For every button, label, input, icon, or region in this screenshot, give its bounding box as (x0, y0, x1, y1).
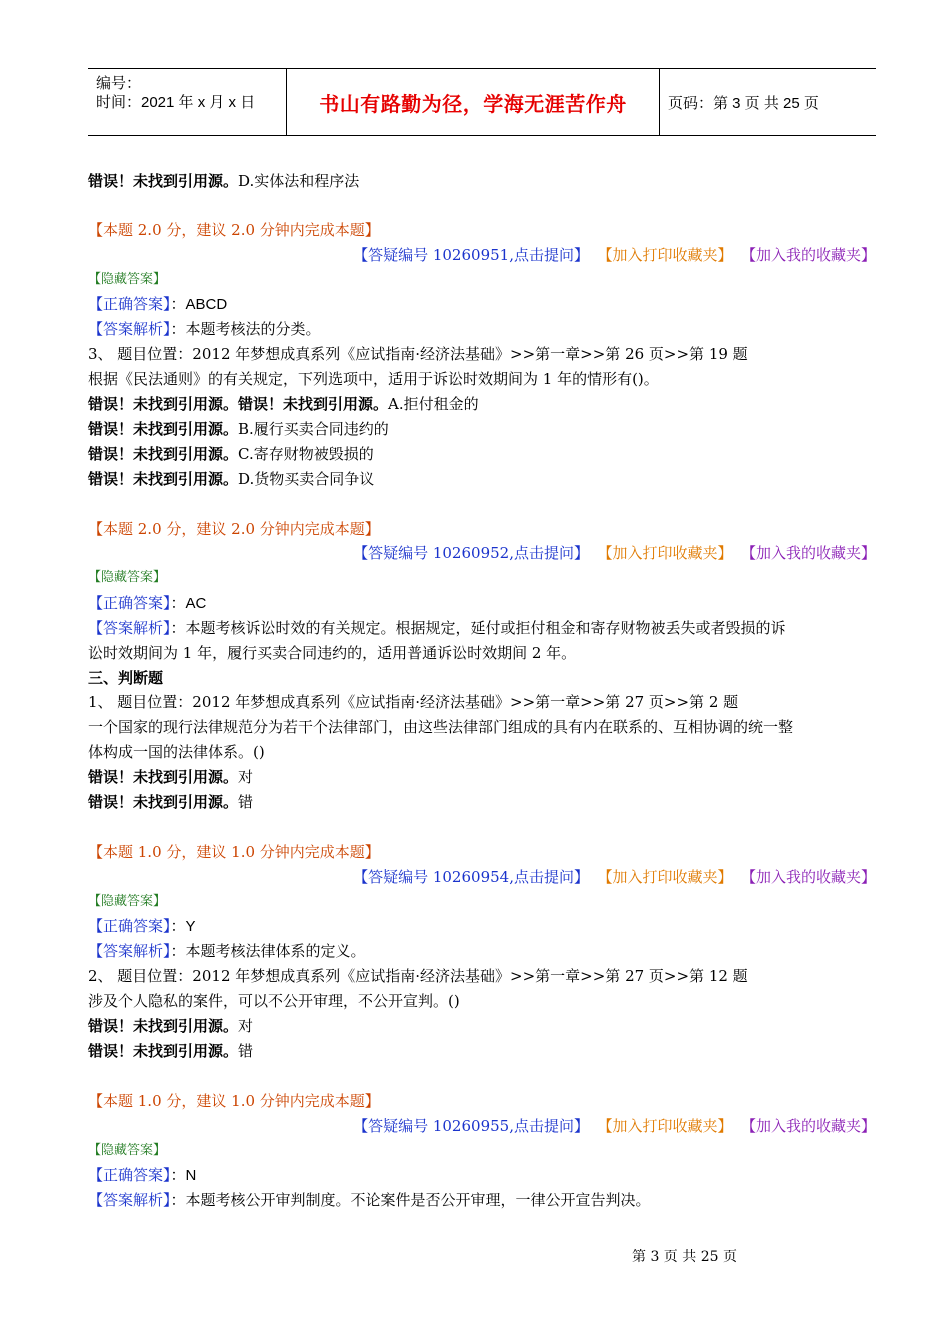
j2-score: 【本题 1.0 分，建议 1.0 分钟内完成本题】 (88, 1092, 380, 1110)
q0-my-fav-link[interactable]: 【加入我的收藏夹】 (748, 246, 876, 264)
q0-ask-link[interactable]: 【答疑编号 10260951,点击提问】 (353, 246, 589, 264)
q3-option-c: 错误！未找到引用源。C.寄存财物被毁损的 (88, 445, 374, 463)
q0-action-bar (300, 244, 876, 266)
q3-analysis-1: 【答案解析】：本题考核诉讼时效的有关规定。根据规定，延付或拒付租金和寄存财物被丢失或者毁损的诉 (88, 619, 786, 637)
j1-action-bar (300, 866, 876, 888)
j2-ask-link[interactable]: 【答疑编号 10260955,点击提问】 (353, 1117, 589, 1135)
q3-stem: 根据《民法通则》的有关规定，下列选项中，适用于诉讼时效期间为 1 年的情形有()。 (88, 370, 659, 388)
j2-correct-answer: 【正确答案】：N (88, 1166, 197, 1184)
q3-option-d: 错误！未找到引用源。D.货物买卖合同争议 (88, 470, 375, 488)
j1-ask-link[interactable]: 【答疑编号 10260954,点击提问】 (353, 868, 589, 886)
q3-ask-link[interactable]: 【答疑编号 10260952,点击提问】 (353, 544, 589, 562)
q3-correct-answer: 【正确答案】：AC (88, 594, 207, 612)
section-title: 三、判断题 (88, 669, 164, 687)
header-time: 时间：2021 年 x 月 x 日 (96, 94, 256, 111)
q3-position: 3、 题目位置：2012 年梦想成真系列《应试指南·经济法基础》>>第一章>>第 26 页>>第 19 题 (88, 345, 748, 363)
j2-option-false: 错误！未找到引用源。错 (88, 1042, 254, 1060)
q0-hidden-answer[interactable]: 【隐藏答案】 (88, 272, 167, 287)
j2-my-fav-link[interactable]: 【加入我的收藏夹】 (748, 1117, 876, 1135)
q3-analysis-2: 讼时效期间为 1 年，履行买卖合同违约的，适用普通诉讼时效期间 2 年。 (88, 644, 577, 662)
q0-score: 【本题 2.0 分，建议 2.0 分钟内完成本题】 (88, 221, 380, 239)
header-motto: 书山有路勤为径，学海无涯苦作舟 (319, 91, 627, 116)
q0-correct-answer: 【正确答案】：ABCD (88, 295, 228, 313)
j1-stem-2: 体构成一国的法律体系。() (88, 743, 265, 761)
j2-stem: 涉及个人隐私的案件，可以不公开审理，不公开宣判。() (88, 992, 460, 1010)
header-meta (88, 69, 287, 135)
j1-hidden-answer[interactable]: 【隐藏答案】 (88, 894, 167, 909)
j1-score: 【本题 1.0 分，建议 1.0 分钟内完成本题】 (88, 843, 380, 861)
q3-print-fav-link[interactable]: 【加入打印收藏夹】 (604, 544, 733, 562)
header-number: 编号： (96, 75, 142, 92)
j1-my-fav-link[interactable]: 【加入我的收藏夹】 (748, 868, 876, 886)
j2-hidden-answer[interactable]: 【隐藏答案】 (88, 1143, 167, 1158)
q0-option-d: 错误！未找到引用源。D.实体法和程序法 (88, 172, 360, 190)
header-page-cell (660, 69, 876, 135)
j1-correct-answer: 【正确答案】：Y (88, 917, 196, 935)
q3-score: 【本题 2.0 分，建议 2.0 分钟内完成本题】 (88, 520, 380, 538)
j2-action-bar (300, 1115, 876, 1137)
j2-position: 2、 题目位置：2012 年梦想成真系列《应试指南·经济法基础》>>第一章>>第 27 页>>第 12 题 (88, 967, 748, 985)
q0-print-fav-link[interactable]: 【加入打印收藏夹】 (604, 246, 733, 264)
j1-print-fav-link[interactable]: 【加入打印收藏夹】 (604, 868, 733, 886)
header-page-code: 页码：第 3 页 共 25 页 (668, 94, 819, 112)
j1-stem-1: 一个国家的现行法律规范分为若干个法律部门，由这些法律部门组成的具有内在联系的、互相协调的统一整 (88, 718, 794, 736)
j2-print-fav-link[interactable]: 【加入打印收藏夹】 (604, 1117, 733, 1135)
j1-analysis: 【答案解析】：本题考核法律体系的定义。 (88, 942, 366, 960)
header-motto-cell (287, 69, 660, 135)
page-footer: 第 3 页 共 25 页 (632, 1249, 737, 1265)
j1-option-false: 错误！未找到引用源。错 (88, 793, 254, 811)
page-header (88, 68, 876, 136)
j1-position: 1、 题目位置：2012 年梦想成真系列《应试指南·经济法基础》>>第一章>>第 27 页>>第 2 题 (88, 693, 739, 711)
q0-analysis: 【答案解析】：本题考核法的分类。 (88, 320, 321, 338)
q3-option-a: 错误！未找到引用源。错误！未找到引用源。A.拒付租金的 (88, 395, 479, 413)
j2-option-true: 错误！未找到引用源。对 (88, 1017, 254, 1035)
q3-my-fav-link[interactable]: 【加入我的收藏夹】 (748, 544, 876, 562)
q3-action-bar (300, 542, 876, 564)
q3-option-b: 错误！未找到引用源。B.履行买卖合同违约的 (88, 420, 389, 438)
j1-option-true: 错误！未找到引用源。对 (88, 768, 254, 786)
q3-hidden-answer[interactable]: 【隐藏答案】 (88, 570, 167, 585)
j2-analysis: 【答案解析】：本题考核公开审判制度。不论案件是否公开审理，一律公开宣告判决。 (88, 1191, 651, 1209)
